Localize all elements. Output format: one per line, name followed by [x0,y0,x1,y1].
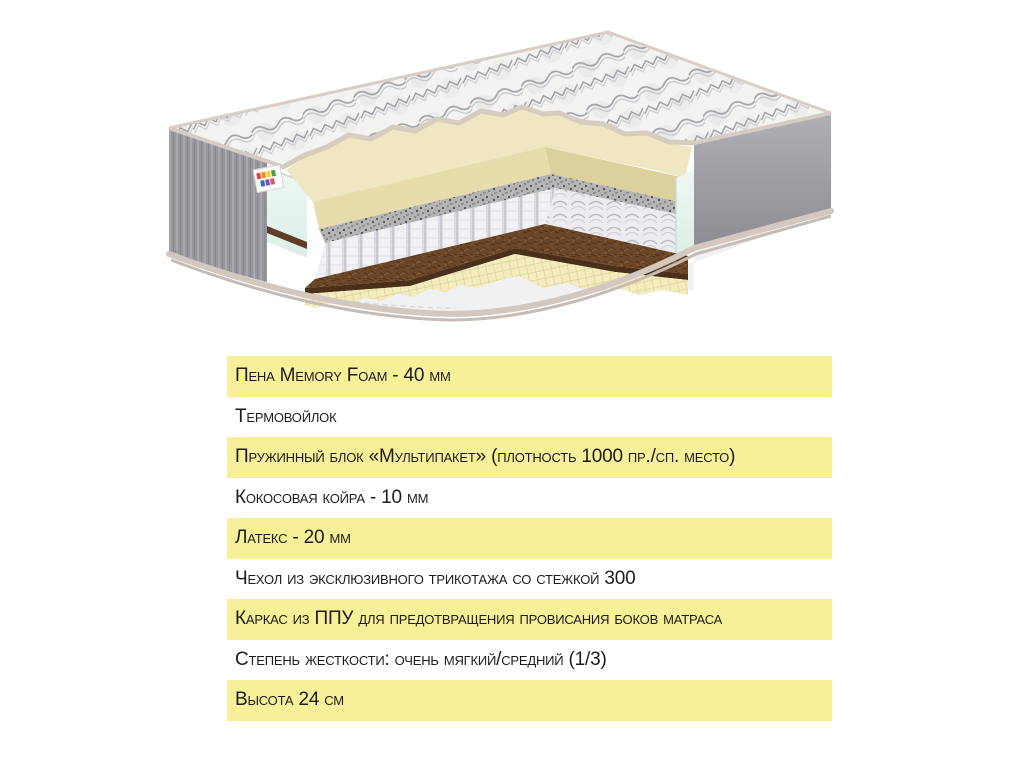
spec-row-latex: Латекс - 20 мм [227,518,832,559]
mattress-cutaway-illustration [155,18,865,333]
spec-row-firmness: Степень жесткости: очень мягкий/средний (1/3) [227,640,832,681]
spec-table [227,356,832,721]
spec-row-spring-block: Пружинный блок «Мультипакет» (плотность 1000 пр./сп. место) [227,437,832,478]
spec-row-ppu-frame: Каркас из ППУ для предотвращения провисания боков матраса [227,599,832,640]
brand-label [253,165,284,193]
spec-row-cover: Чехол из эксклюзивного трикотажа со стежкой 300 [227,559,832,600]
spec-row-thermofelt: Термовойлок [227,397,832,438]
spec-row-height: Высота 24 см [227,680,832,721]
spec-row-coir: Кокосовая койра - 10 мм [227,478,832,519]
spec-row-memory-foam: Пена Memory Foam - 40 мм [227,356,832,397]
